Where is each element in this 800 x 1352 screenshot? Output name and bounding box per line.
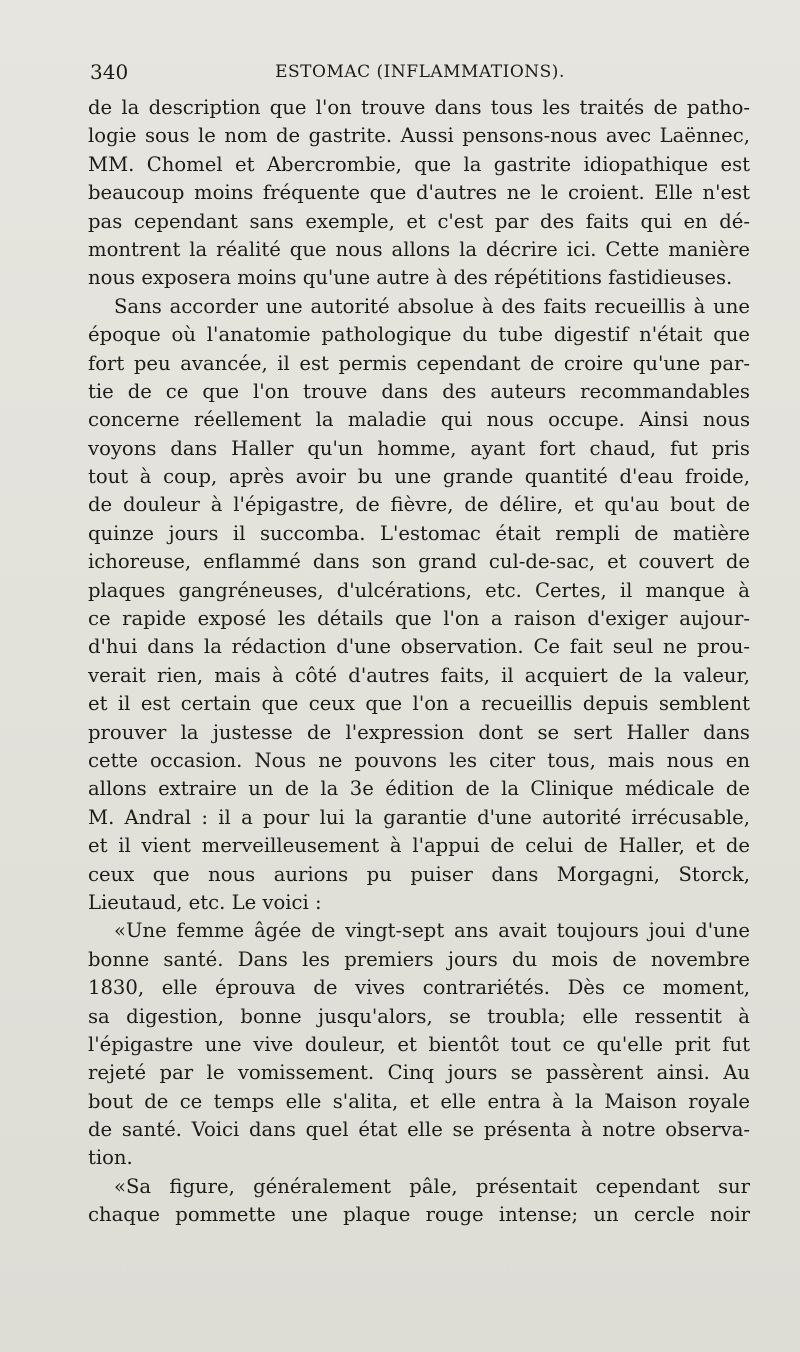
text-line: Lieutaud, etc. Le voici :	[88, 890, 322, 914]
text-line: verait rien, mais à côté d'autres faits, il acquiert de la valeur,	[88, 663, 750, 687]
text-line: quinze jours il succomba. L'estomac était rempli de matière	[88, 521, 750, 545]
text-line: «Une femme âgée de vingt-sept ans avait toujours joui d'une	[114, 919, 750, 943]
text-line: et il vient merveilleusement à l'appui de celui de Haller, et de	[88, 834, 750, 858]
text-line: rejeté par le vomissement. Cinq jours se passèrent ainsi. Au	[88, 1061, 750, 1085]
text-line: 1830, elle éprouva de vives contrariétés. Dès ce moment,	[88, 976, 750, 1000]
text-line: nous exposera moins qu'une autre à des répétitions fastidieuses.	[88, 266, 733, 290]
text-line: de santé. Voici dans quel état elle se présenta à notre observa-	[88, 1118, 750, 1142]
text-line: cette occasion. Nous ne pouvons les citer tous, mais nous en	[88, 748, 750, 772]
text-line: concerne réellement la maladie qui nous occupe. Ainsi nous	[88, 408, 750, 432]
text-line: voyons dans Haller qu'un homme, ayant fort chaud, fut pris	[88, 436, 750, 460]
page-header	[90, 60, 750, 90]
text-line: fort peu avancée, il est permis cependant de croire qu'une par-	[88, 351, 750, 375]
text-line: ce rapide exposé les détails que l'on a raison d'exiger aujour-	[88, 607, 750, 631]
text-line: sa digestion, bonne jusqu'alors, se troubla; elle ressentit à	[88, 1004, 750, 1028]
text-line: bout de ce temps elle s'alita, et elle entra à la Maison royale	[88, 1089, 750, 1113]
running-title: ESTOMAC (INFLAMMATIONS).	[275, 62, 565, 82]
text-line: l'épigastre une vive douleur, et bientôt tout ce qu'elle prit fut	[88, 1032, 750, 1056]
text-line: époque où l'anatomie pathologique du tube digestif n'était que	[88, 323, 750, 347]
text-line: «Sa figure, généralement pâle, présentait cependant sur	[114, 1174, 750, 1198]
text-line: pas cependant sans exemple, et c'est par des faits qui en dé-	[88, 209, 750, 233]
text-line: ceux que nous aurions pu puiser dans Morgagni, Storck,	[88, 862, 750, 886]
text-line: beaucoup moins fréquente que d'autres ne le croient. Elle n'est	[88, 181, 750, 205]
body-text	[88, 94, 750, 1230]
text-line: plaques gangréneuses, d'ulcérations, etc. Certes, il manque à	[88, 578, 750, 602]
text-line: tion.	[88, 1146, 133, 1170]
text-line: et il est certain que ceux que l'on a recueillis depuis semblent	[88, 692, 750, 716]
text-line: prouver la justesse de l'expression dont se sert Haller dans	[88, 720, 750, 744]
text-line: M. Andral : il a pour lui la garantie d'une autorité irrécusable,	[88, 805, 750, 829]
text-line: d'hui dans la rédaction d'une observation. Ce fait seul ne prou-	[88, 635, 750, 659]
text-line: tie de ce que l'on trouve dans des auteurs recommandables	[88, 379, 750, 403]
text-line: chaque pommette une plaque rouge intense; un cercle noir	[88, 1203, 750, 1227]
text-line: bonne santé. Dans les premiers jours du mois de novembre	[88, 947, 750, 971]
text-line: MM. Chomel et Abercrombie, que la gastrite idiopathique est	[88, 152, 750, 176]
text-line: ichoreuse, enflammé dans son grand cul-de-sac, et couvert de	[88, 550, 750, 574]
text-line: de la description que l'on trouve dans tous les traités de patho-	[88, 96, 750, 119]
text-line: logie sous le nom de gastrite. Aussi pensons-nous avec Laënnec,	[88, 124, 750, 148]
text-line: Sans accorder une autorité absolue à des faits recueillis à une	[114, 294, 750, 318]
text-line: de douleur à l'épigastre, de fièvre, de délire, et qu'au bout de	[88, 493, 750, 517]
text-line: tout à coup, après avoir bu une grande quantité d'eau froide,	[88, 465, 750, 489]
page-number: 340	[90, 60, 129, 84]
text-line: montrent la réalité que nous allons la décrire ici. Cette manière	[88, 237, 750, 261]
text-line: allons extraire un de la 3e édition de la Clinique médicale de	[88, 777, 750, 801]
